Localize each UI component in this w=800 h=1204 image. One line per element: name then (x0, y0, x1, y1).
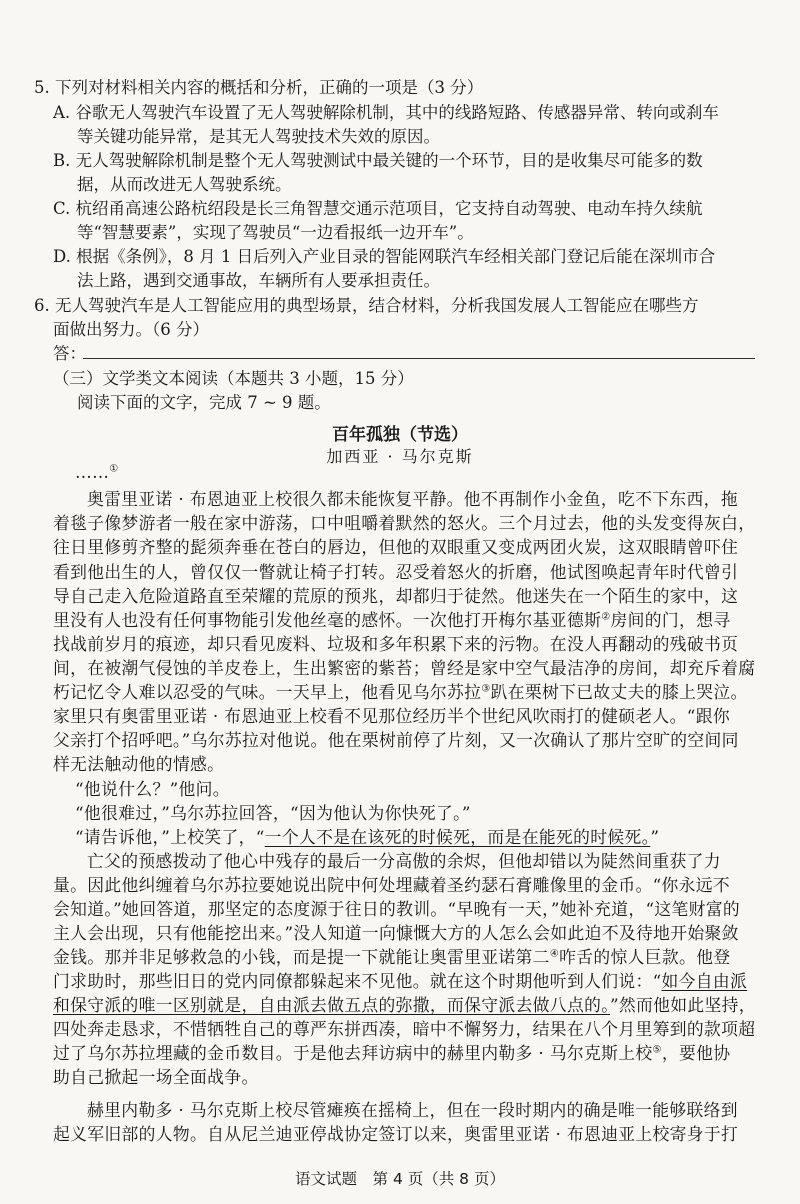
option-c-line-2: 等“智慧要素”，实现了驾驶员“一边看报纸一边开车”。 (77, 223, 474, 242)
p1-line-3: 往日里修剪齐整的髭须奔垂在苍白的唇边，但他的双眼重又变成两团火炭，这双眼睛曾吓住 (53, 537, 739, 557)
p1-line-7: 找战前岁月的痕迹，却只看见废料、垃圾和多年积累下来的污物。在没人再翻动的残破书页 (53, 634, 739, 654)
passage-author: 加西亚 · 马尔克斯 (326, 447, 474, 466)
dialogue-2: “他很难过，”乌尔苏拉回答，“因为他认为你快死了。” (75, 803, 471, 823)
ellipsis (75, 460, 119, 484)
question-6-line-1: 6. 无人驾驶汽车是人工智能应用的典型场景，结合材料，分析我国发展人工智能应在哪些方 (34, 296, 699, 315)
p2-line-6 (53, 969, 747, 993)
p1-line-5: 导自己走入危险道路直至荣耀的荒原的预兆，却都归于徒然。他迷失在一个陌生的家中，这 (53, 586, 739, 606)
p2-line-7-post: ”然而他如此坚持， (609, 995, 756, 1015)
footnote-marker-5: ⑤ (652, 1044, 662, 1056)
option-d-line-2: 法上路，遇到交通事故，车辆所有人要承担责任。 (77, 271, 440, 290)
p1-line-1: 奥雷里亚诺 · 布恩迪亚上校很久都未能恢复平静。他不再制作小金鱼，吃不下东西，拖 (87, 489, 738, 509)
p1-line-4: 看到他出生的人，曾仅仅一瞥就让椅子打转。忍受着怒火的折磨，他试图唤起青年时代曾引 (53, 562, 739, 582)
answer-line (83, 358, 755, 359)
p3-line-2: 起义军旧部的人物。自从尼兰迪亚停战协定签订以来，奥雷里亚诺 · 布恩迪亚上校寄身于打 (53, 1124, 739, 1144)
p2-line-6-pre: 门求助时，那些旧日的党内同僚都躲起来不见他。就在这个时期他听到人们说：“ (53, 971, 662, 991)
question-6-line-2: 面做出努力。（6 分） (53, 320, 209, 339)
option-d-line-1: D. 根据《条例》，8 月 1 日后列入产业目录的智能网联汽车经相关部门登记后能在深圳市合 (53, 247, 716, 266)
p1-line-6-tail: 房间的门，想寻 (610, 610, 731, 630)
answer-label: 答： (53, 344, 86, 363)
p1-line-9-tail: 趴在栗树下已故丈夫的膝上哭泣。 (490, 682, 748, 702)
p1-line-6 (53, 608, 730, 632)
dialogue-3-underlined: 一个人不是在该死的时候死，而是在能死的时候死。 (264, 827, 651, 847)
p2-line-9 (53, 1041, 730, 1065)
p1-line-9 (53, 680, 748, 704)
dialogue-1: “他说什么？”他问。 (75, 779, 230, 799)
dialogue-3 (75, 825, 659, 849)
option-c-line-1: C. 杭绍甬高速公路杭绍段是长三角智慧交通示范项目，它支持自动驾驶、电动车持久续航 (53, 199, 703, 218)
passage-title: 百年孤独（节选） (332, 425, 468, 445)
footnote-marker-1: ① (109, 463, 119, 475)
p2-line-7-underlined: 和保守派的唯一区别就是，自由派去做五点的弥撒，而保守派去做八点的。 (53, 995, 610, 1015)
footnote-marker-4: ④ (549, 948, 560, 960)
p2-line-5-text: 金钱。那并非足够救急的小钱，而是提一下就能让奥雷里亚诺第二 (53, 947, 550, 967)
p2-line-4: 主人会出现，只有他能挖出来。”没人知道一向慷慨大方的人怎么会如此迫不及待地开始聚敛 (53, 923, 739, 943)
p2-line-5-tail: 咋舌的惊人巨款。他登 (559, 947, 731, 967)
option-a-line-1: A. 谷歌无人驾驶汽车设置了无人驾驶解除机制，其中的线路短路、传感器异常、转向或刹车 (53, 103, 719, 122)
section-instruction: 阅读下面的文字，完成 7 ~ 9 题。 (77, 393, 331, 412)
p1-line-12: 样无法触动他的情感。 (53, 754, 225, 774)
page-footer: 语文试题 第 4 页（共 8 页） (295, 1170, 505, 1188)
option-b-line-2: 据，从而改进无人驾驶系统。 (77, 175, 292, 194)
p2-line-9-text: 过了乌尔苏拉埋藏的金币数目。于是他去拜访病中的赫里内勒多 · 马尔克斯上校 (53, 1043, 653, 1063)
option-a-line-2: 等关键功能异常，是其无人驾驶技术失效的原因。 (77, 127, 440, 146)
p2-line-1: 亡父的预感拨动了他心中残存的最后一分高傲的余烬，但他却错以为陡然间重获了力 (87, 851, 721, 871)
p2-line-2: 量。因此他纠缠着乌尔苏拉要她说出院中何处埋藏着圣约瑟石膏雕像里的金币。“你永远不 (53, 875, 731, 895)
p3-line-1: 赫里内勒多 · 马尔克斯上校尽管瘫痪在摇椅上，但在一段时期内的确是唯一能够联络到 (87, 1100, 738, 1120)
section-heading: （三）文学类文本阅读（本题共 3 小题，15 分） (53, 369, 414, 388)
dialogue-3-post: ” (650, 827, 660, 847)
p1-line-6-text: 里没有人也没有任何事物能引发他丝毫的感怀。一次他打开梅尔基亚德斯 (53, 610, 602, 630)
ellipsis-text: …… (75, 462, 110, 482)
p2-line-3: 会知道。”她回答道，那坚定的态度源于往日的教训。“早晚有一天，”她补充道，“这笔财富的 (53, 899, 741, 919)
p2-line-7 (53, 993, 756, 1017)
p2-line-6-underlined: 如今自由派 (661, 971, 748, 991)
p2-line-10: 助自己掀起一场全面战争。 (53, 1067, 259, 1087)
footnote-marker-2: ② (601, 611, 611, 623)
p2-line-9-tail: ，要他协 (661, 1043, 731, 1063)
dialogue-3-pre: “请告诉他，”上校笑了，“ (75, 827, 265, 847)
p1-line-8: 间，在被潮气侵蚀的羊皮卷上，生出繁密的紫苔；曾经是家中空气最洁净的房间，却充斥着腐 (53, 658, 756, 678)
p1-line-9-text: 朽记忆令人难以忍受的气味。一天早上，他看见乌尔苏拉 (53, 682, 482, 702)
option-b-line-1: B. 无人驾驶解除机制是整个无人驾驶测试中最关键的一个环节，目的是收集尽可能多的数 (53, 151, 703, 170)
p1-line-10: 家里只有奥雷里亚诺 · 布恩迪亚上校看不见那位经历半个世纪风吹雨打的健硕老人。“跟你 (53, 706, 730, 726)
question-5-stem: 5. 下列对材料相关内容的概括和分析，正确的一项是（3 分） (34, 78, 484, 97)
p1-line-11: 父亲打个招呼吧。”乌尔苏拉对他说。他在栗树前停了片刻，又一次确认了那片空旷的空间同 (53, 730, 739, 750)
footnote-marker-3: ③ (481, 683, 491, 695)
p2-line-8: 四处奔走恳求，不惜牺牲自己的尊严东拼西凑，暗中不懈努力，结果在八个月里筹到的款项超 (53, 1019, 756, 1039)
p1-line-2: 着毯子像梦游者一般在家中游荡，口中咀嚼着默然的怒火。三个月过去，他的头发变得灰白， (53, 513, 756, 533)
p2-line-5 (53, 945, 730, 969)
